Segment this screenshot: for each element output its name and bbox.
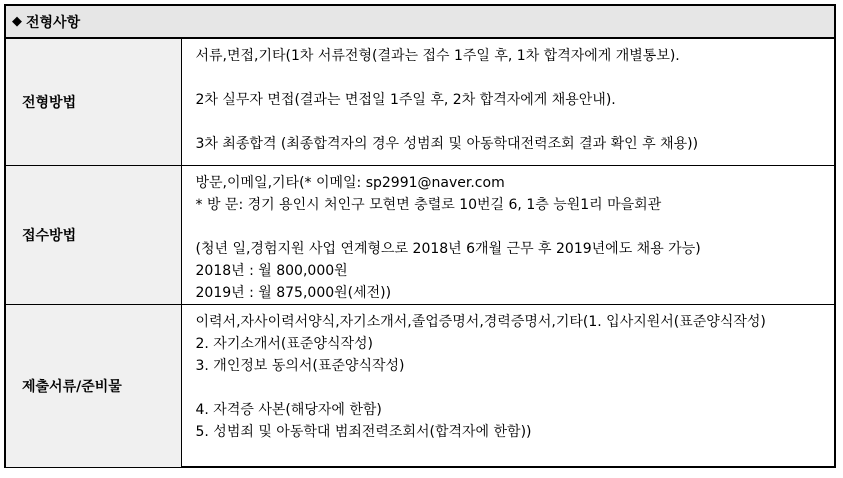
content-line: 2018년 : 월 800,000원 xyxy=(195,262,348,279)
content-line: 2. 자기소개서(표준양식작성) xyxy=(195,335,373,352)
diamond-bullet-icon: ◆ xyxy=(12,14,22,29)
row-content-application-method xyxy=(181,165,834,304)
row-label-selection-method: 전형방법 xyxy=(6,39,181,165)
row-content-required-documents xyxy=(181,304,834,467)
blank-line xyxy=(196,216,827,238)
recruitment-info-box xyxy=(4,4,836,468)
table-row xyxy=(6,39,834,165)
content-line: (청년 일,경험지원 사업 연계형으로 2018년 6개월 근무 후 2019년에도 채용 가능) xyxy=(195,240,701,257)
content-line: 3차 최종합격 (최종합격자의 경우 성범죄 및 아동학대전력조회 결과 확인 후 채용)) xyxy=(195,136,699,152)
section-header xyxy=(6,6,834,39)
content-line: 5. 성범죄 및 아동학대 범죄전력조회서(합격자에 한함)) xyxy=(195,423,532,440)
info-table xyxy=(6,39,834,467)
section-title: 전형사항 xyxy=(26,14,81,31)
blank-line xyxy=(196,377,827,399)
blank-line xyxy=(196,67,827,89)
content-line: 2차 실무자 면접(결과는 면접일 1주일 후, 2차 합격자에게 채용안내). xyxy=(195,92,616,108)
content-line: 3. 개인정보 동의서(표준양식작성) xyxy=(195,357,405,374)
blank-line xyxy=(196,111,827,133)
table-row xyxy=(6,165,834,304)
row-label-application-method: 접수방법 xyxy=(6,165,181,304)
row-label-required-documents: 제출서류/준비물 xyxy=(6,304,181,467)
content-line: 4. 자격증 사본(해당자에 한함) xyxy=(195,401,382,418)
table-row xyxy=(6,304,834,467)
content-line: 서류,면접,기타(1차 서류전형(결과는 접수 1주일 후, 1차 합격자에게 개별통보). xyxy=(195,48,680,64)
row-content-selection-method xyxy=(181,39,834,165)
content-line: 이력서,자사이력서양식,자기소개서,졸업증명서,경력증명서,기타(1. 입사지원서(표준양식작성) xyxy=(195,313,766,330)
content-line: * 방 문: 경기 용인시 처인구 모현면 충렬로 10번길 6, 1층 능원1리 마을회관 xyxy=(195,196,662,213)
content-line: 2019년 : 월 875,000원(세전)) xyxy=(195,284,392,301)
content-line: 방문,이메일,기타(* 이메일: sp2991@naver.com xyxy=(195,174,505,191)
